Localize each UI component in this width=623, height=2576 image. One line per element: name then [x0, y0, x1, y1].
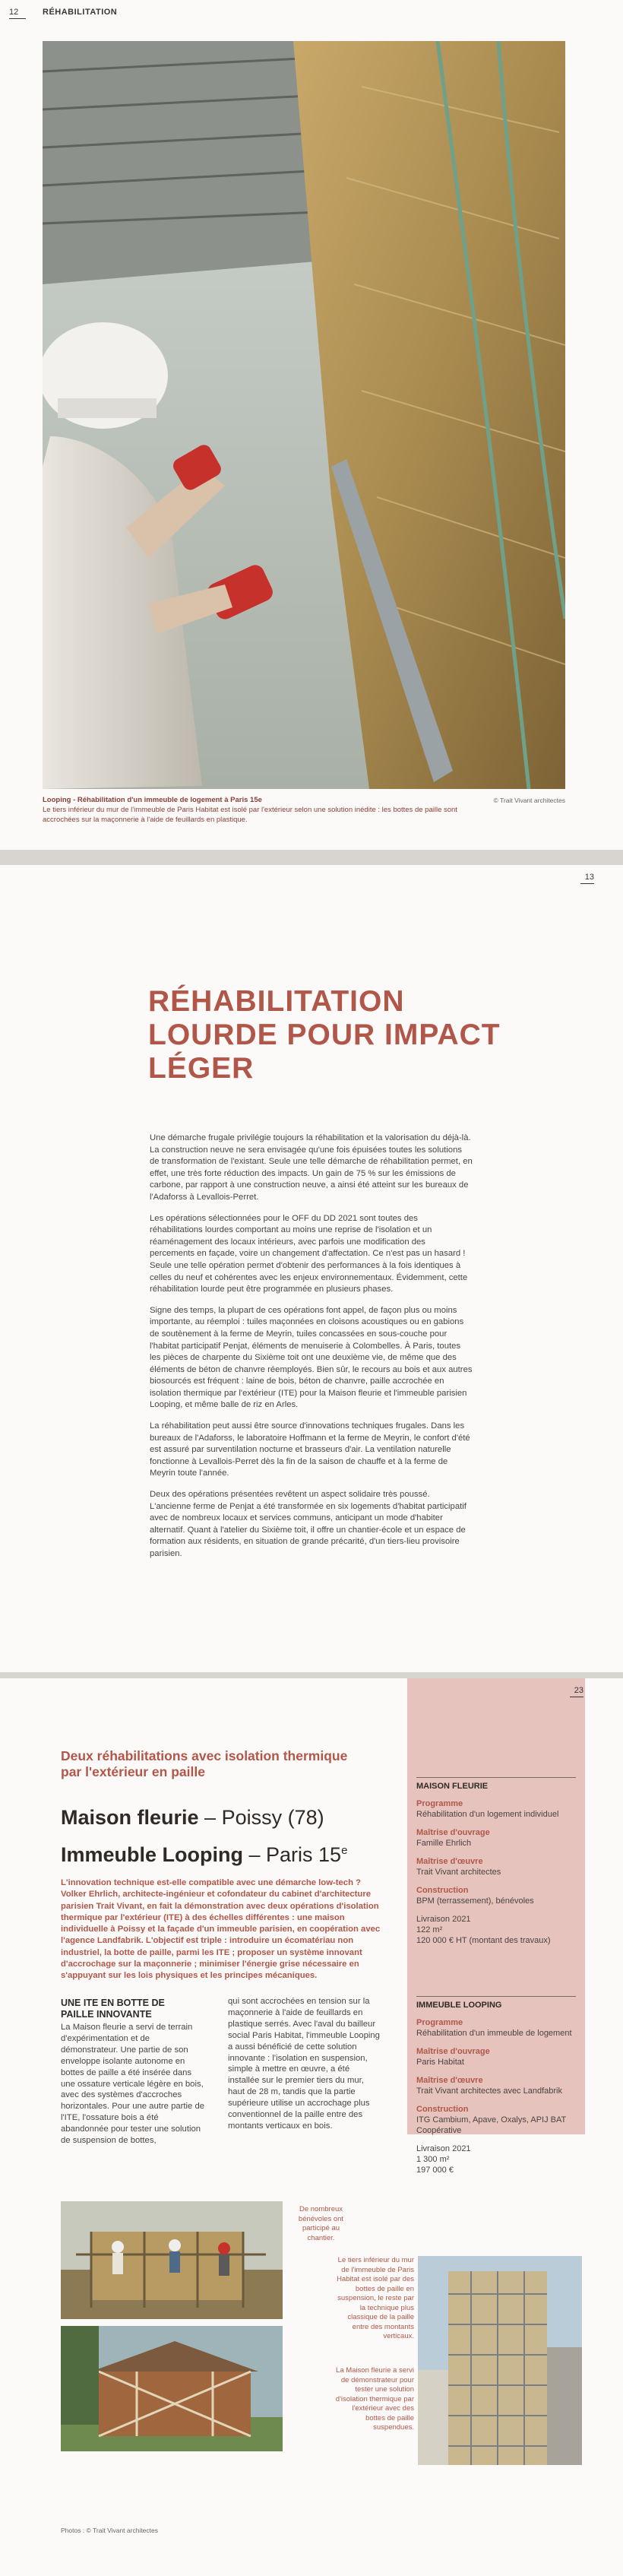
caption-text: Le tiers inférieur du mur de l'immeuble de Paris Habitat est isolé par l'extérieur selon une solution inédite : les bottes de paille sont accrochées sur la maçonnerie à l'aide de feuillards en plastique. [43, 806, 457, 824]
page-number: 12 [9, 8, 19, 17]
caption-title: Looping - Réhabilitation d'un immeuble de logement à Paris 15e [43, 796, 262, 804]
straw-insulation-worker-photo [43, 41, 565, 789]
project-figures [416, 1914, 576, 1946]
superscript: e [341, 1844, 348, 1857]
page-23 [0, 1678, 623, 2576]
looping-building-photo [418, 2256, 582, 2465]
body-column-1: La Maison fleurie a servi de terrain d'expérimentation et de démonstrateur. Une partie de son enveloppe isolante autonome en bottes de paille a été insérée dans une ossature verticale légère en bois, avec des systèmes d'accroches horizontales. Pour une autre partie de l'ITE, l'ossature bois a été abandonnée pour tester une solution de suspension de bottes, [61, 2023, 205, 2146]
section-label: RÉHABILITATION [43, 8, 118, 17]
page-number-rule [9, 18, 26, 19]
field-label: Construction [416, 2105, 469, 2114]
project-place: – Poissy (78) [198, 1806, 324, 1829]
sidebar-heading: MAISON FLEURIE [416, 1782, 489, 1791]
field-value: Paris Habitat [416, 2058, 464, 2067]
field-label: Programme [416, 2018, 463, 2027]
project-title-maison-fleurie [61, 1806, 324, 1829]
caption-looping: Le tiers inférieur du mur de l'immeuble de Paris Habitat est isolé par des bottes de paille en suspension, le reste par la technique plus classique de la paille entre des montants verticaux. [337, 2256, 414, 2340]
sidebar-block-looping [416, 1996, 576, 2175]
divider [416, 1996, 576, 1997]
caption-volunteers: De nombreux bénévoles ont participé au chantier. [298, 2205, 344, 2242]
photo-credit: Photos : © Trait Vivant architectes [61, 2527, 158, 2534]
project-place: – Paris 15 [243, 1843, 342, 1866]
page-number: 13 [584, 873, 594, 882]
subheading: UNE ITE EN BOTTE DE PAILLE INNOVANTE [61, 1998, 165, 2020]
project-figures [416, 2143, 576, 2175]
caption-maison-fleurie: La Maison fleurie a servi de démonstrateur pour tester une solution d'isolation thermique par l'extérieur avec des bottes de paille suspendues. [335, 2366, 414, 2432]
delivery: Livraison 2021 [416, 1915, 471, 1924]
project-title-looping [61, 1839, 347, 1866]
project-name: Immeuble Looping [61, 1843, 243, 1866]
page-number-rule [580, 883, 594, 884]
field-label: Maîtrise d'œuvre [416, 2076, 483, 2085]
paragraph: Deux des opérations présentées revêtent un aspect solidaire très poussé. L'ancienne ferme de Penjat a été transformée en six logements d'habitat participatif avec de nombreux locaux et services communs, anticipant un mode d'habiter alternatif. Quant à l'atelier du Sixième toit, il offre un chantier-école et un espace de formation aux résidents, en situation de grande précarité, d'un tiers-lieu provisoire parisien. [150, 1490, 466, 1558]
field-value: Trait Vivant architectes avec Landfabrik [416, 2086, 562, 2096]
body-text [150, 1133, 473, 1570]
field-value: Réhabilitation d'un immeuble de logement [416, 2029, 572, 2038]
field-label: Maîtrise d'ouvrage [416, 2047, 490, 2056]
lead-paragraph: L'innovation technique est-elle compatible avec une démarche low-tech ? Volker Ehrlich, architecte-ingénieur et cofondateur du cabinet d'architecture parisien Trait Vivant, en fait la démonstration avec deux opérations d'isolation thermique par l'extérieur (ITE) à des échelles différentes : une maison individuelle à Poissy et la façade d'un immeuble parisien, en coopération avec l'agence Landfabrik. L'objectif est triple : introduire un écomatériau non industriel, la botte de paille, parmi les ITE ; proposer un système innovant d'accrochage sur la maçonnerie ; minimiser l'énergie grise nécessaire en s'appuyant sur les lois physiques et les principes mécaniques. [61, 1878, 381, 1981]
paragraph: Signe des temps, la plupart de ces opérations font appel, de façon plus ou moins importante, au réemploi : tuiles maçonnées en cloisons acoustiques ou en gabions de soutènement à la ferme de Meyrin, tuiles concassées en sous-couche pour l'habitat participatif Penjat, éléments de menuiserie à Colombelles. À Paris, toutes les pièces de charpente du Sixième toit ont une deuxième vie, de même que des éléments de béton de chanvre réemployés. Bien sûr, le recours au bois et aux autres biosourcés est fréquent : laine de bois, béton de chanvre, paille accrochée en isolation thermique par l'extérieur (ITE) pour la Maison fleurie et l'immeuble parisien Looping, et même balle de riz en Arles. [150, 1305, 473, 1410]
field-label: Maîtrise d'œuvre [416, 1857, 483, 1866]
kicker: Deux réhabilitations avec isolation thermique par l'extérieur en paille [61, 1748, 348, 1779]
cost: 120 000 € HT (montant des travaux) [416, 1936, 551, 1945]
photo-caption [43, 795, 468, 825]
delivery: Livraison 2021 [416, 2144, 471, 2153]
page-12 [0, 0, 623, 850]
field-value: ITG Cambium, Apave, Oxalys, APIJ BAT Coopérative [416, 2115, 567, 2135]
divider [416, 1777, 576, 1778]
body-column-2: qui sont accrochées en tension sur la maçonnerie à l'aide de feuillards en plastique serrés. Avec l'aval du bailleur social Paris Habitat, l'immeuble Looping a aussi bénéficié de cette solution innovante : l'isolation en suspension, simple à mettre en œuvre, a été installée sur le premier tiers du mur, haut de 28 m, tandis que la partie supérieure utilise un accrochage plus conventionnel de la paille entre des montants verticaux en bois. [228, 1997, 380, 2131]
paragraph: Les opérations sélectionnées pour le OFF du DD 2021 sont toutes des réhabilitations lourdes comportant au moins une reprise de l'isolation et un réaménagement des locaux intérieurs, avec parfois une modification des percements en façade, voire un changement d'affectation. Ce n'est pas un hasard ! Seule une telle opération permet d'obtenir des performances à la fois identiques à celles du neuf et cohérentes avec les enjeux environnementaux. Évidemment, cette réhabilitation lourde peut être programmée en plusieurs phases. [150, 1213, 468, 1294]
page-13 [0, 865, 623, 1672]
surface: 1 300 m² [416, 2155, 450, 2164]
field-value: Famille Ehrlich [416, 1839, 472, 1848]
maison-fleurie-house-photo [61, 2326, 283, 2451]
field-label: Programme [416, 1799, 463, 1808]
field-value: BPM (terrassement), bénévoles [416, 1896, 534, 1906]
page-number: 23 [574, 1686, 583, 1695]
cost: 197 000 € [416, 2166, 454, 2175]
volunteers-scaffold-photo [61, 2201, 283, 2319]
paragraph: La réhabilitation peut aussi être source d'innovations techniques frugales. Dans les bureaux de l'Adaforss, le laboratoire Hoffmann et la ferme de Meyrin, le confort d'été est assuré par surventilation nocturne et brasseurs d'air. La ventilation naturelle fonctionne à Levallois-Perret dès la fin de la saison de chauffe et à la ferme de Meyrin toute l'année. [150, 1421, 470, 1478]
paragraph: Une démarche frugale privilégie toujours la réhabilitation et la valorisation du déjà-là. La construction neuve ne sera envisagée qu'une fois épuisées toutes les solutions de transformation de l'existant. Seule une telle démarche de réhabilitation permet, en effet, une très forte réduction des impacts. Un gain de 75 % sur les émissions de carbone, par rapport à une construction neuve, a ainsi été atteint sur les bureaux de l'Adaforss à Levallois-Perret. [150, 1133, 473, 1202]
photo-credit: © Trait Vivant architectes [493, 797, 565, 804]
field-label: Maîtrise d'ouvrage [416, 1828, 490, 1837]
field-value: Réhabilitation d'un logement individuel [416, 1810, 559, 1819]
sidebar-block-maison-fleurie [416, 1777, 576, 1946]
project-name: Maison fleurie [61, 1806, 199, 1829]
sidebar-heading: IMMEUBLE LOOPING [416, 2001, 502, 2010]
article-title: RÉHABILITATION LOURDE POUR IMPACT LÉGER [148, 985, 501, 1085]
surface: 122 m² [416, 1925, 443, 1934]
field-value: Trait Vivant architectes [416, 1868, 501, 1877]
field-label: Construction [416, 1886, 469, 1895]
